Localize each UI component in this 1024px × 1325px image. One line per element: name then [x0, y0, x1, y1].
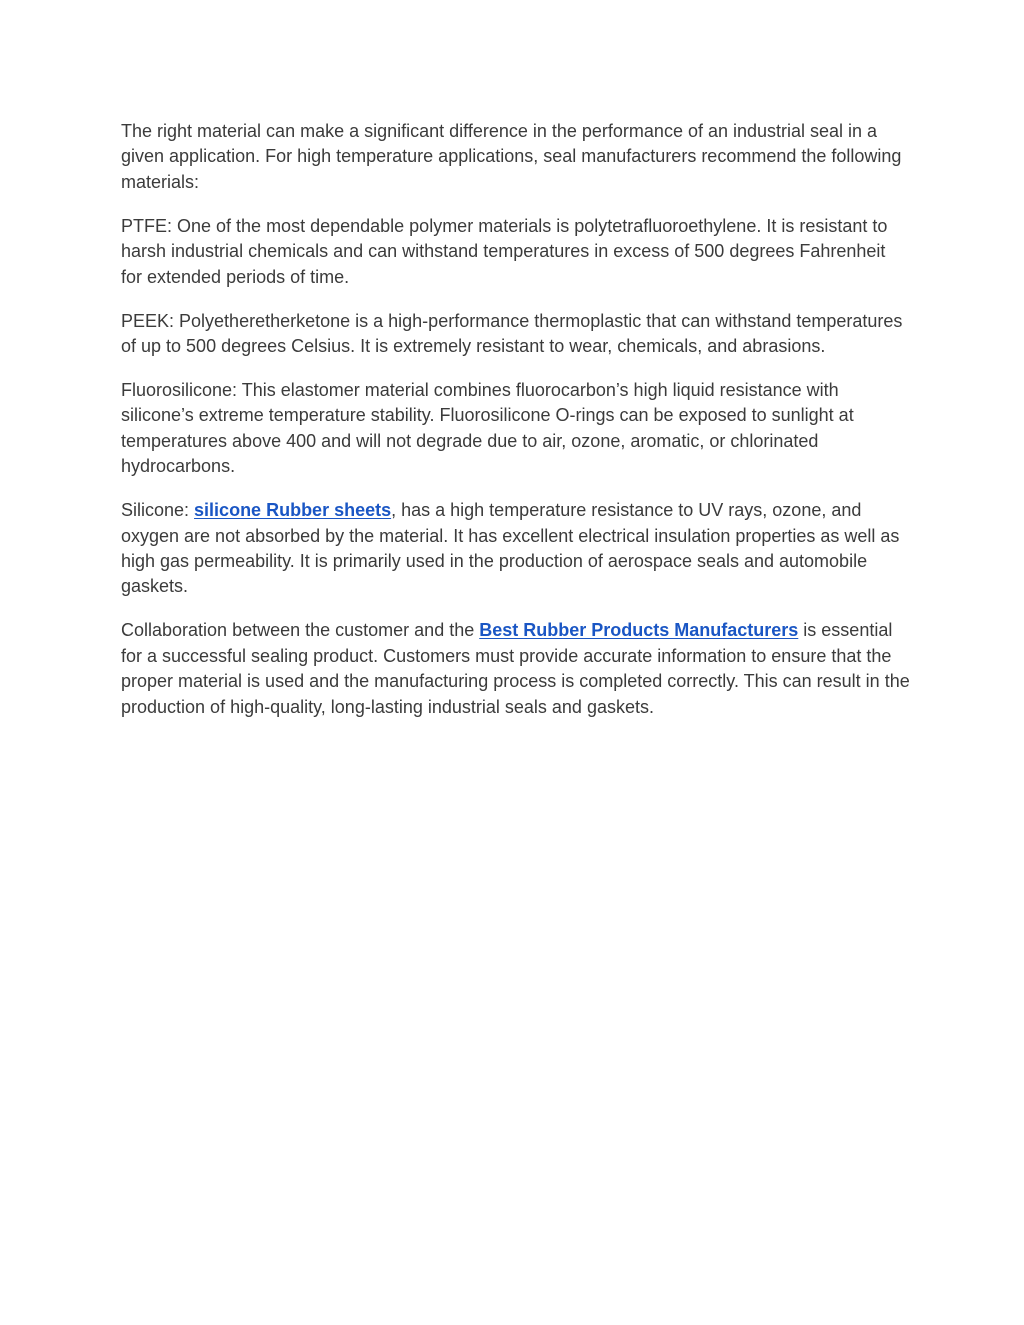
paragraph-peek: PEEK: Polyetheretherketone is a high-performance thermoplastic that can withstand temperatures of up to 500 degrees Celsius. It is extremely resistant to wear, chemicals, and abrasions.: [121, 310, 903, 357]
collaboration-text-after: is essential for a successful sealing product. Customers must provide accurate information to ensure that the proper material is used and the manufacturing process is completed correctly. This can result in the production of high-quality, long-lasting industrial seals and gaskets.: [121, 620, 910, 717]
silicone-text-after: , has a high temperature resistance to UV rays, ozone, and oxygen are not absorbed by the material. It has excellent electrical insulation properties as well as high gas permeability. It is primarily used in the production of aerospace seals and automobile gaskets.: [121, 500, 900, 597]
document-body: [121, 119, 911, 739]
paragraph-ptfe: PTFE: One of the most dependable polymer materials is polytetrafluoroethylene. It is resistant to harsh industrial chemicals and can withstand temperatures in excess of 500 degrees Fahrenheit for extended periods of time.: [121, 215, 888, 287]
best-rubber-products-manufacturers-link[interactable]: Best Rubber Products Manufacturers: [479, 620, 799, 641]
paragraph-intro: The right material can make a significant difference in the performance of an industrial seal in a given application. For high temperature applications, seal manufacturers recommend the following materials:: [121, 121, 902, 192]
silicone-rubber-sheets-link[interactable]: silicone Rubber sheets: [194, 500, 392, 521]
silicone-text-before: Silicone:: [121, 500, 195, 521]
paragraph-collaboration: [121, 618, 911, 720]
paragraph-silicone: [121, 498, 911, 600]
paragraph-fluorosilicone: Fluorosilicone: This elastomer material combines fluorocarbon’s high liquid resistance with silicone’s extreme temperature stability. Fluorosilicone O-rings can be exposed to sunlight at temperatures above 400 and will not degrade due to air, ozone, aromatic, or chlorinated hydrocarbons.: [121, 380, 854, 477]
collaboration-text-before: Collaboration between the customer and the: [121, 620, 480, 641]
